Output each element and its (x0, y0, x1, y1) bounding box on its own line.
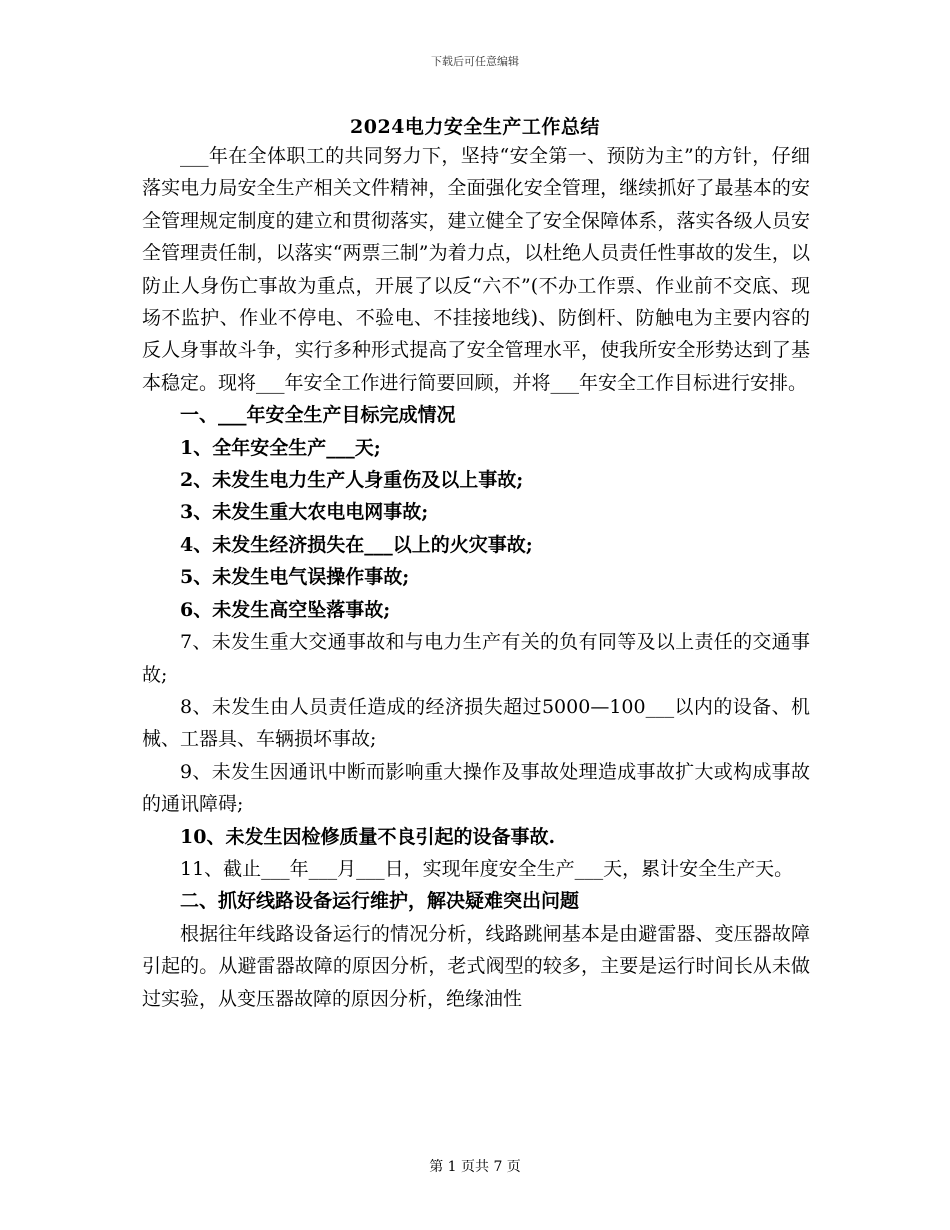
analysis-paragraph: 根据往年线路设备运行的情况分析，线路跳闸基本是由避雷器、变压器故障引起的。从避雷器故障的原因分析，老式阀型的较多，主要是运行时间长从未做过实验，从变压器故障的原因分析，绝缘油性 (142, 922, 810, 1010)
document-body (142, 140, 810, 1015)
target-item-5: 5、未发生电气误操作事故; (180, 566, 410, 589)
target-item-10: 10、未发生因检修质量不良引起的设备事故. (180, 825, 556, 848)
section-heading-2: 二、抓好线路设备运行维护，解决疑难突出问题 (180, 890, 580, 913)
target-item-7: 7、未发生重大交通事故和与电力生产有关的负有同等及以上责任的交通事故; (142, 631, 810, 686)
target-item-4: 4、未发生经济损失在___以上的火灾事故; (180, 533, 533, 556)
page-number: 第 1 页共 7 页 (429, 1159, 521, 1175)
target-item-9: 9、未发生因通讯中断而影响重大操作及事故处理造成事故扩大或构成事故的通讯障碍; (142, 760, 810, 816)
target-item-2: 2、未发生电力生产人身重伤及以上事故; (180, 469, 524, 492)
target-item-11: 11、截止___年___月___日，实现年度安全生产___天，累计安全生产天。 (180, 857, 794, 880)
target-item-3: 3、未发生重大农电电网事故; (180, 501, 429, 524)
target-item-8: 8、未发生由人员责任造成的经济损失超过5000—100___以内的设备、机械、工器具、车辆损坏事故; (142, 695, 810, 751)
section-heading-1: 一、___年安全生产目标完成情况 (180, 404, 456, 427)
intro-paragraph: ___年在全体职工的共同努力下，坚持“安全第一、预防为主”的方针，仔细落实电力局安全生产相关文件精神，全面强化安全管理，继续抓好了最基本的安全管理规定制度的建立和贯彻落实，建立健全了安全保障体系，落实各级人员安全管理责任制，以落实“两票三制”为着力点，以杜绝人员责任性事故的发生，以防止人身伤亡事故为重点，开展了以反“六不”(不办工作票、作业前不交底、现场不监护、作业不停电、不验电、不挂接地线)、防倒杆、防触电为主要内容的反人身事故斗争，实行多种形式提高了安全管理水平，使我所安全形势达到了基本稳定。现将___年安全工作进行简要回顾，并将___年安全工作目标进行安排。 (142, 145, 810, 394)
target-item-6: 6、未发生高空坠落事故; (180, 598, 391, 621)
page-header: 下载后可任意编辑 (431, 55, 519, 68)
target-item-1: 1、全年安全生产___天; (180, 436, 381, 459)
document-title: 2024电力安全生产工作总结 (350, 116, 600, 138)
